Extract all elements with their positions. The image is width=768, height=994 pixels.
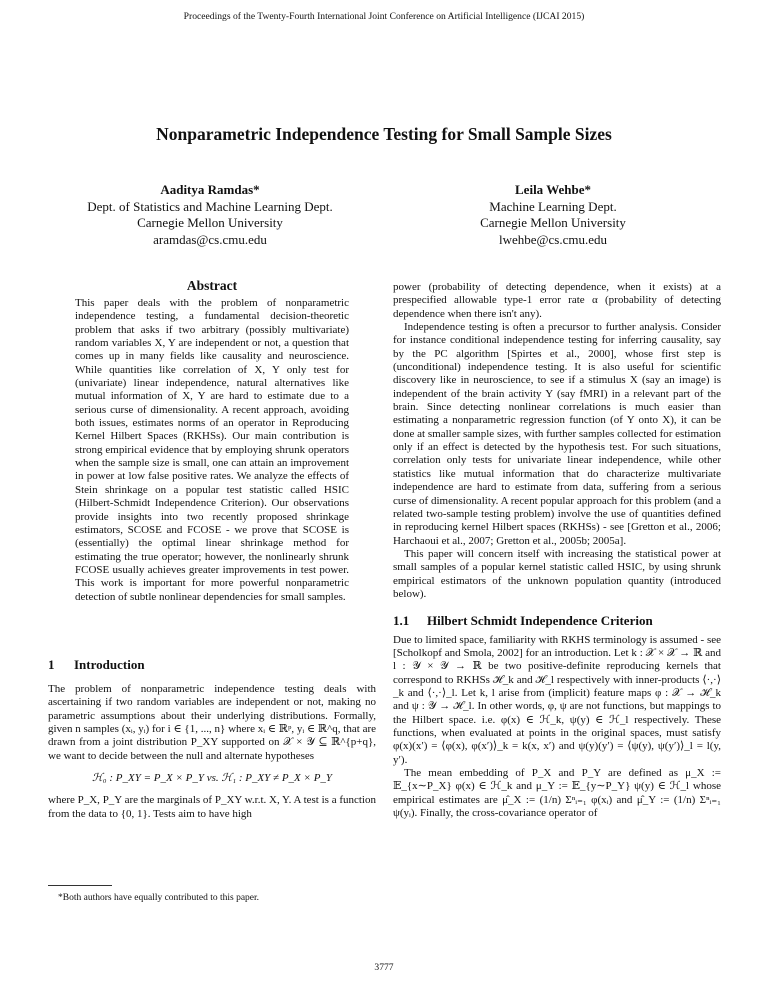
paper-title: Nonparametric Independence Testing for Small Sample Sizes	[156, 124, 612, 144]
section-title: Introduction	[74, 657, 145, 672]
author-affiliation: Dept. of Statistics and Machine Learning Dept.	[87, 198, 333, 214]
author-block-1	[60, 182, 360, 248]
page-number: 3777	[374, 962, 394, 973]
abstract-text: This paper deals with the problem of nonparametric independence testing, a fundamental decision-theoretic problem that asks if two arbitrary (possibly multivariate) random variables X, Y are independent or not, a question that comes up in many fields like causality and neuroscience. While quantities like correlation of X, Y only test for (univariate) linear independence, natural alternatives like mutual information of X, Y are hard to estimate due to a serious curse of dimensionality. A recent approach, avoiding both issues, estimates norms of an operator in Reproducing Kernel Hilbert Spaces (RKHSs). Our main contribution is strong empirical evidence that by employing shrunk operators when the sample size is small, one can attain an improvement in power at low false positive rates. We analyze the effects of Stein shrinkage on a popular test statistic called HSIC (Hilbert-Schmidt Independence Criterion). Our observations provide insights into two recently proposed shrinkage estimators, SCOSE and FCOSE - we prove that SCOSE is (essentially) the optimal linear shrinkage method for estimating the true operator; however, the nonlinearly shrunk FCOSE usually achieves greater improvements in test power. This work is important for more powerful nonparametric detection of subtle nonlinear dependencies for small samples.	[75, 297, 349, 603]
subsection-heading	[393, 614, 721, 627]
author-name: Leila Wehbe*	[515, 182, 591, 197]
author-block-2	[403, 182, 703, 248]
author-email: lwehbe@cs.cmu.edu	[499, 231, 607, 247]
paragraph: power (probability of detecting dependence, when it exists) at a prespecified allowable type-1 error rate α (probability of detecting dependence when there isn't any).	[393, 281, 721, 320]
author-affiliation: Carnegie Mellon University	[137, 215, 283, 230]
right-column	[393, 281, 721, 820]
paragraph: The mean embedding of P_X and P_Y are defined as μ_X := 𝔼_{x∼P_X} φ(x) ∈ ℋ_k and μ_Y := 𝔼_{y∼P_Y} ψ(y) ∈ ℋ_l whose empirical estimates are μ̂_X := (1/n) Σⁿᵢ₌₁ φ(xᵢ) and μ̂_Y := (1/n) Σⁿᵢ₌₁ ψ(yᵢ). Finally, the cross-covariance operator of	[393, 767, 721, 820]
author-affiliation: Carnegie Mellon University	[480, 215, 626, 230]
paragraph: This paper will concern itself with increasing the statistical power at small samples of a popular kernel statistic called HSIC, by using shrunk empirical estimators of the unknown population quantity (introduced below).	[393, 547, 721, 600]
paragraph: where P_X, P_Y are the marginals of P_XY w.r.t. X, Y. A test is a function from the data to {0, 1}. Tests aim to have high	[48, 794, 376, 820]
author-name: Aaditya Ramdas*	[160, 182, 260, 197]
paragraph: Independence testing is often a precursor to further analysis. Consider for instance conditional independence testing for inferring causality, say by the PC algorithm [Spirtes et al., 2000], whose first step is (unconditional) independence testing. It is also useful for scientific discovery like in neuroscience, to see if a stimulus X (say an image) is independent of the brain activity Y (say fMRI) in a relevant part of the brain. Since detecting nonlinear correlations is much easier than estimating a nonparametric regression function (of Y onto X), it can be done at smaller sample sizes, with further samples collected for estimation only if an effect is detected by the hypothesis test. For such situations, correlation only tests for univariate linear independence, while other statistics like mutual information that do characterize multivariate independence are hard to estimate from data, suffering from a serious curse of dimensionality. A recent popular approach for this problem (and a related two-sample testing problem) involve the use of quantities defined in reproducing kernel Hilbert spaces (RKHSs) - see [Gretton et al., 2006; Harchaoui et al., 2007; Gretton et al., 2005b; 2005a].	[393, 321, 721, 547]
paragraph: Due to limited space, familiarity with RKHS terminology is assumed - see [Scholkopf and Smola, 2002] for an introduction. Let k : 𝒳 × 𝒳 → ℝ and l : 𝒴 × 𝒴 → ℝ be two positive-definite reproducing kernels that correspond to RKHSs ℋ_k and ℋ_l respectively with inner-products ⟨·,·⟩_k and ⟨·,·⟩_l. Let k, l arise from (implicit) feature maps φ : 𝒳 → ℋ_k and ψ : 𝒴 → ℋ_l. In other words, φ, ψ are not functions, but mappings to the Hilbert space. i.e. φ(x) ∈ ℋ_k, ψ(y) ∈ ℋ_l respectively. These functions, when evaluated at points in the original spaces, must satisfy φ(x)(x′) = ⟨φ(x), φ(x′)⟩_k = k(x, x′) and ψ(y)(y′) = ⟨ψ(y), ψ(y′)⟩_l = l(y, y′).	[393, 633, 721, 766]
footnote: *Both authors have equally contributed to this paper.	[58, 893, 260, 903]
section-number: 1	[48, 657, 55, 672]
abstract-body	[75, 297, 349, 604]
subsection-number: 1.1	[393, 613, 410, 629]
footnote-rule	[48, 885, 112, 886]
author-affiliation: Machine Learning Dept.	[489, 198, 617, 214]
equation: ℋ₀ : P_XY = P_X × P_Y vs. ℋ₁ : P_XY ≠ P_X × P_Y	[91, 772, 333, 785]
section-heading	[48, 657, 145, 673]
author-email: aramdas@cs.cmu.edu	[153, 231, 267, 247]
subsection-title: Hilbert Schmidt Independence Criterion	[427, 613, 653, 629]
running-header: Proceedings of the Twenty-Fourth International Joint Conference on Artificial Intelligence (IJCAI 2015)	[183, 11, 585, 22]
abstract-heading: Abstract	[186, 278, 238, 293]
intro-column	[48, 683, 376, 821]
paragraph: The problem of nonparametric independence testing deals with ascertaining if two random variables are independent or not, making no parametric assumptions about their underlying distributions. Formally, given n samples (xᵢ, yᵢ) for i ∈ {1, ..., n} where xᵢ ∈ ℝᵖ, yᵢ ∈ ℝ^q, that are drawn from a joint distribution P_XY supported on 𝒳 × 𝒴 ⊆ ℝ^{p+q}, we want to decide between the null and alternate hypotheses	[48, 683, 376, 762]
